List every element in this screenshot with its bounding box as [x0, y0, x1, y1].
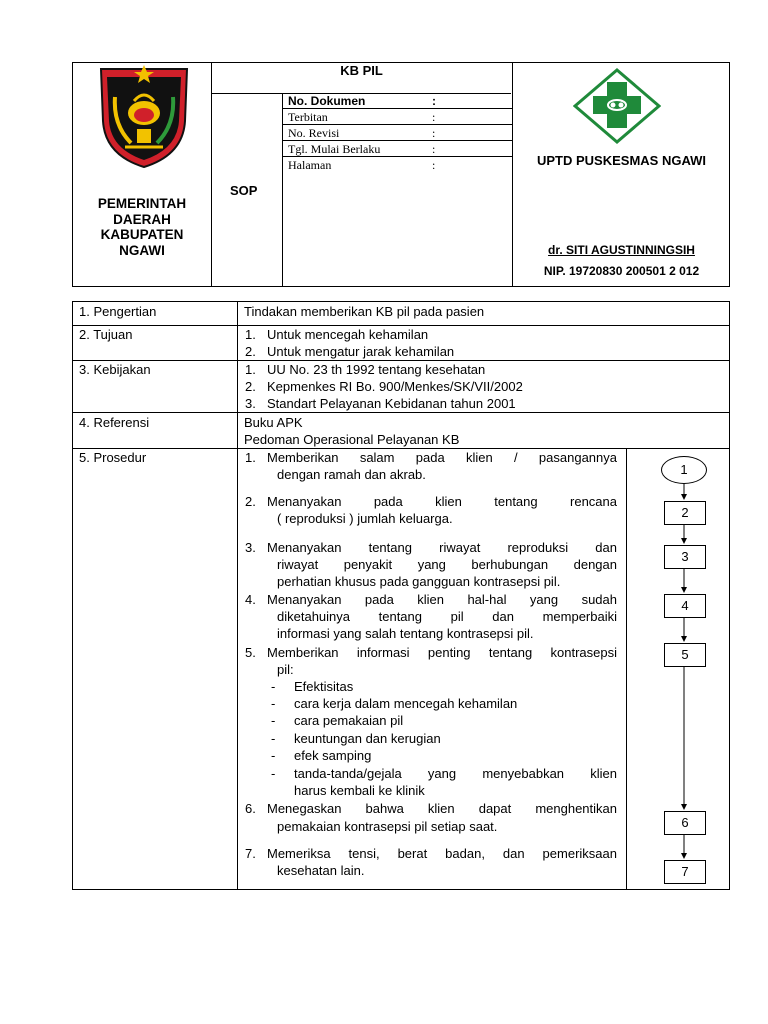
- tujuan-number: 1.: [245, 327, 256, 342]
- step-number: 7.: [245, 846, 256, 861]
- doc-field-label: Tgl. Mulai Berlaku: [288, 142, 381, 156]
- step-text: diketahuinya tentang pil dan memperbaiki: [277, 609, 617, 624]
- sub-item: tanda-tanda/gejala yang menyebabkan klien: [294, 766, 617, 781]
- sub-item-dash: -: [271, 679, 276, 694]
- flow-step-7: 7: [664, 860, 706, 884]
- section-label-prosedur: 5. Prosedur: [79, 450, 147, 465]
- referensi-line: Pedoman Operasional Pelayanan KB: [244, 432, 460, 447]
- organization-name: [73, 196, 211, 258]
- step-text: Menanyakan pada klien tentang rencana: [267, 494, 617, 509]
- flow-step-2: 2: [664, 501, 706, 525]
- sub-item: cara kerja dalam mencegah kehamilan: [294, 696, 518, 711]
- step-text: Menanyakan tentang riwayat reproduksi dan: [267, 540, 617, 555]
- doc-field-no-revisi: [282, 125, 512, 141]
- section-label-tujuan: 2. Tujuan: [79, 327, 133, 342]
- section-label-referensi: 4. Referensi: [79, 415, 150, 430]
- step-text: perhatian khusus pada gangguan kontrasepsi pil.: [277, 574, 561, 589]
- document-fields: [282, 93, 512, 173]
- doc-field-colon: :: [432, 142, 436, 156]
- step-text: pemakaian kontrasepsi pil setiap saat.: [277, 819, 498, 834]
- org-line-2: DAERAH: [113, 211, 171, 227]
- sub-item: Efektisitas: [294, 679, 354, 694]
- signatory-nip: NIP. 19720830 200501 2 012: [543, 264, 700, 278]
- tujuan-item: Untuk mengatur jarak kehamilan: [267, 344, 455, 359]
- step-number: 5.: [245, 645, 256, 660]
- kebijakan-item: Standart Pelayanan Kebidanan tahun 2001: [267, 396, 516, 411]
- step-number: 1.: [245, 450, 256, 465]
- sop-content-table: [72, 301, 730, 890]
- step-text: dengan ramah dan akrab.: [277, 467, 426, 482]
- pengertian-text: Tindakan memberikan KB pil pada pasien: [244, 304, 485, 319]
- puskesmas-logo: [573, 68, 661, 144]
- step-text: informasi yang salah tentang kontrasepsi pil.: [277, 626, 534, 641]
- step-number: 4.: [245, 592, 256, 607]
- org-line-4: NGAWI: [119, 242, 165, 258]
- section-label-pengertian: 1. Pengertian: [79, 304, 157, 319]
- step-text: ( reproduksi ) jumlah keluarga.: [277, 511, 453, 526]
- step-number: 6.: [245, 801, 256, 816]
- kebijakan-number: 2.: [245, 379, 256, 394]
- step-number: 2.: [245, 494, 256, 509]
- step-text: riwayat penyakit yang berhubungan dengan: [277, 557, 617, 572]
- kebijakan-number: 1.: [245, 362, 256, 377]
- step-number: 3.: [245, 540, 256, 555]
- sub-item-dash: -: [271, 696, 276, 711]
- doc-field-tgl-berlaku: [282, 141, 512, 157]
- sub-item-dash: -: [271, 731, 276, 746]
- sub-item: efek samping: [294, 748, 372, 763]
- org-line-3: KABUPATEN: [100, 227, 184, 242]
- flow-step-6: 6: [664, 811, 706, 835]
- flow-step-1: 1: [661, 456, 707, 484]
- doc-field-colon: :: [432, 94, 436, 108]
- step-text: pil:: [277, 662, 294, 677]
- org-line-1: PEMERINTAH: [97, 196, 187, 211]
- step-text: Menanyakan pada klien hal-hal yang sudah: [267, 592, 617, 607]
- kebijakan-item: UU No. 23 th 1992 tentang kesehatan: [267, 362, 486, 377]
- step-text: Memberikan salam pada klien / pasangannya: [267, 450, 617, 465]
- referensi-line: Buku APK: [244, 415, 303, 430]
- tujuan-number: 2.: [245, 344, 256, 359]
- doc-field-no-dokumen: [282, 93, 512, 109]
- kebijakan-number: 3.: [245, 396, 256, 411]
- sop-label: SOP: [230, 183, 258, 198]
- flow-step-4: 4: [664, 594, 706, 618]
- tujuan-item: Untuk mencegah kehamilan: [267, 327, 429, 342]
- sub-item: harus kembali ke klinik: [294, 783, 425, 798]
- doc-field-label: No. Dokumen: [288, 94, 366, 108]
- doc-field-label: No. Revisi: [288, 126, 340, 140]
- doc-field-colon: :: [432, 110, 436, 124]
- section-label-kebijakan: 3. Kebijakan: [79, 362, 151, 377]
- step-text: Memberikan informasi penting tentang kontrasepsi: [267, 645, 617, 660]
- flow-step-3: 3: [664, 545, 706, 569]
- sub-item-dash: -: [271, 748, 276, 763]
- doc-field-colon: :: [432, 126, 436, 140]
- sub-item-dash: -: [271, 766, 276, 781]
- step-text: Menegaskan bahwa klien dapat menghentikan: [267, 801, 617, 816]
- ngawi-crest-logo: [97, 63, 191, 169]
- sub-item: cara pemakaian pil: [294, 713, 404, 728]
- flow-step-5: 5: [664, 643, 706, 667]
- facility-name: UPTD PUSKESMAS NGAWI: [536, 153, 706, 168]
- doc-field-label: Terbitan: [288, 110, 328, 124]
- doc-field-colon: :: [432, 158, 436, 172]
- document-title: KB PIL: [340, 63, 383, 78]
- doc-field-label: Halaman: [288, 158, 332, 172]
- kebijakan-item: Kepmenkes RI Bo. 900/Menkes/SK/VII/2002: [267, 379, 523, 394]
- step-text: kesehatan lain.: [277, 863, 365, 878]
- step-text: Memeriksa tensi, berat badan, dan pemeriksaan: [267, 846, 617, 861]
- sub-item: keuntungan dan kerugian: [294, 731, 441, 746]
- sub-item-dash: -: [271, 713, 276, 728]
- doc-field-terbitan: [282, 109, 512, 125]
- doc-field-halaman: [282, 157, 512, 173]
- signatory-name: dr. SITI AGUSTINNINGSIH: [548, 243, 695, 257]
- sop-header: [72, 62, 730, 287]
